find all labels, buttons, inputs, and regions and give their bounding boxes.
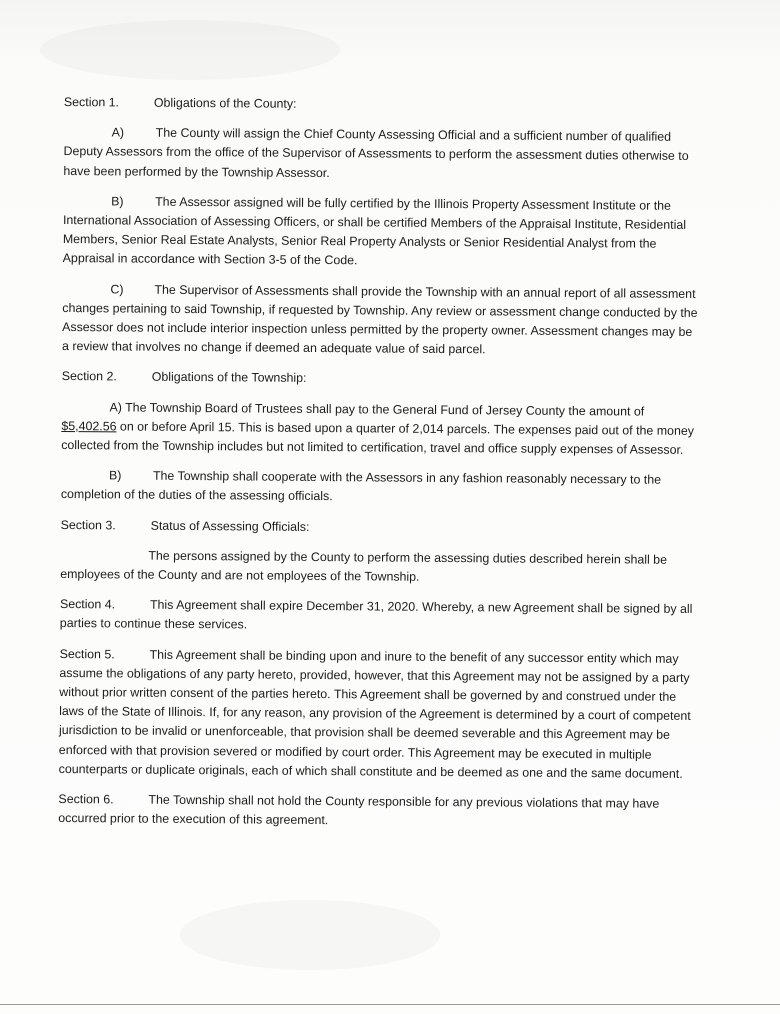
section-title: Obligations of the County:	[153, 95, 297, 111]
section-6	[58, 790, 698, 833]
scan-artifact	[40, 20, 340, 80]
clause-label: A)	[111, 125, 125, 140]
clause-text: The County will assign the Chief County Assessing Official and a sufficient number of qualified Deputy Assessors from the office of the Supervisor of Assessments to perform the assessment duties otherwise to have been performed by the Township Assessor.	[63, 125, 689, 180]
section-number: Section 6.	[58, 792, 114, 807]
page-bottom-rule	[0, 1004, 780, 1005]
section-2-clause-b	[61, 466, 701, 509]
section-2-heading	[62, 367, 702, 391]
section-text: The Township shall not hold the County responsible for any previous violations that may have occurred prior to the execution of this agreement.	[58, 792, 660, 828]
section-3-heading	[61, 516, 701, 540]
clause-label: C)	[110, 281, 124, 297]
clause-text: A) The Township Board of Trustees shall pay to the General Fund of Jersey County the amount of	[109, 400, 645, 419]
section-1-clause-b	[63, 192, 704, 274]
section-number: Section 1.	[63, 94, 120, 110]
section-number: Section 4.	[59, 597, 116, 612]
section-1-heading	[64, 93, 704, 117]
section-number: Section 2.	[61, 369, 117, 384]
clause-text: The Township shall cooperate with the Assessors in any fashion reasonably necessary to the completion of the duties of the assessing officials.	[60, 468, 662, 504]
section-number: Section 3.	[60, 517, 116, 533]
clause-text: The Assessor assigned will be fully certified by the Illinois Property Assessment Institute or the International Association of Assessing Officers, or shall be certified Members of the Appraisal Institute, Residential Members, Senior Real Estate Analysts, Senior Real Property Analysts or Senior Residential Analyst from the Appraisal in accordance with Section 3-5 of the Code.	[62, 194, 687, 268]
section-text: This Agreement shall expire December 31, 2020. Whereby, a new Agreement shall be signed by all parties to continue these services.	[59, 597, 693, 632]
section-1-clause-c	[62, 280, 703, 362]
section-5	[59, 645, 700, 784]
section-1-clause-a	[63, 123, 703, 186]
section-title: Status of Assessing Officials:	[150, 518, 310, 534]
clause-text: on or before April 15. This is based upon a quarter of 2,014 parcels. The expenses paid out of the money collected from the Township includes but not limited to certification, travel and office supply expenses of Assessor.	[61, 419, 695, 457]
document-body	[58, 93, 704, 845]
clause-text: The Supervisor of Assessments shall provide the Township with an annual report of all assessment changes pertaining to said Township, if requested by Township. Any review or assessment change conducted by the Assessor does not include interior inspection unless permitted by the property owner. Assessment changes may be a review that involves no change if deemed an adequate value of said parcel.	[61, 282, 698, 357]
section-2-clause-a	[61, 398, 701, 461]
section-text: This Agreement shall be binding upon and inure to the benefit of any successor entity which may assume the obligations of any party hereto, provided, however, that this Agreement may not be assigned by a party without prior written consent of the parties hereto. This Agreement shall be governed by and construed under the laws of the State of Illinois. If, for any reason, any provision of the Agreement is determined by a court of competent jurisdiction to be invalid or unenforceable, that provision shall be deemed severable and this Agreement may be enforced with that provision severed or modified by court order. This Agreement may be executed in multiple counterparts or duplicate originals, each of which shall constitute and be deemed as one and the same document.	[58, 647, 691, 781]
clause-label: B)	[111, 194, 124, 209]
section-title: Obligations of the Township:	[151, 370, 307, 386]
section-number: Section 5.	[59, 646, 115, 662]
clause-label: B)	[108, 468, 122, 483]
scan-artifact	[180, 900, 440, 970]
section-3-text: The persons assigned by the County to perform the assessing duties described herein shall be employees of the County and are not employees of the Township.	[60, 548, 668, 584]
section-4	[60, 595, 700, 638]
payment-amount: $5,402.56	[61, 418, 117, 434]
